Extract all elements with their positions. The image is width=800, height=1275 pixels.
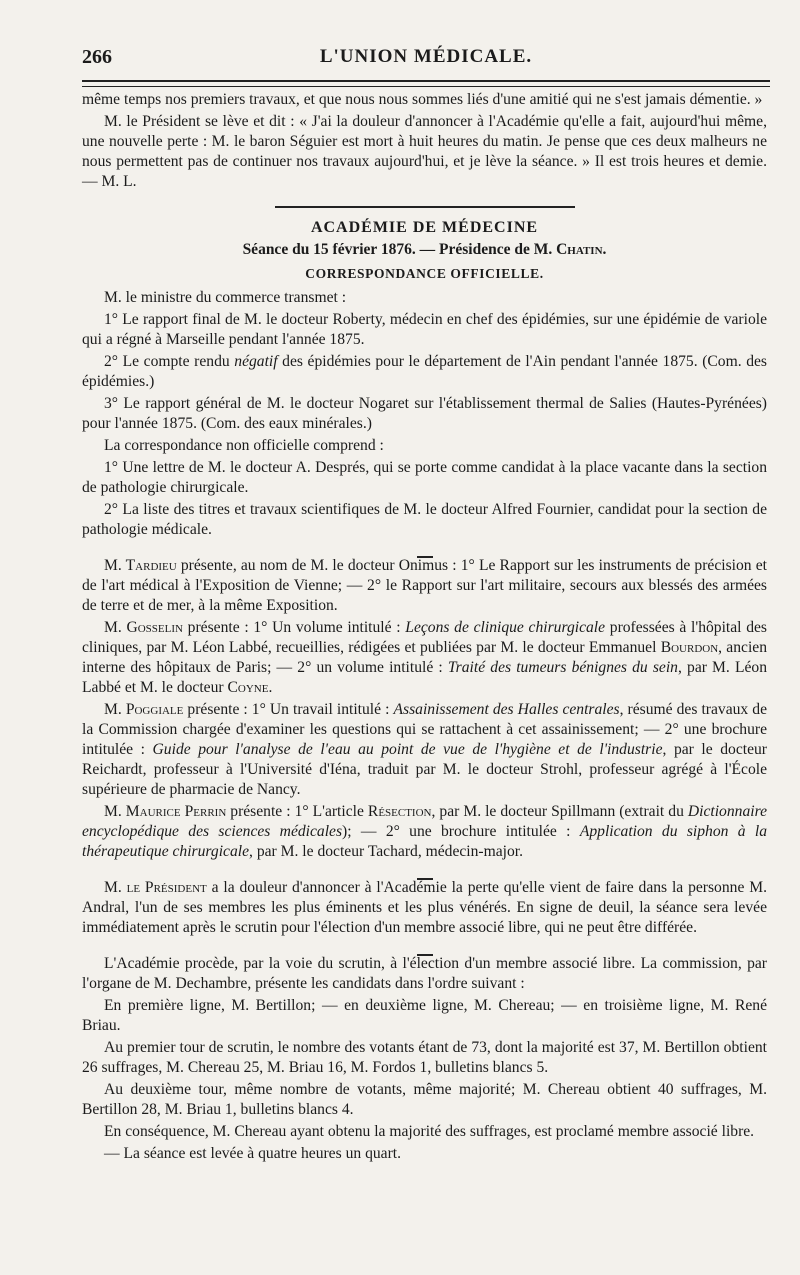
ornament-divider [82, 198, 767, 208]
poggiale-paragraph: M. Poggiale présente : 1° Un travail intitulé : Assainissement des Halles centrales, résumé des travaux de la Commission chargée d'examiner les questions qui se rattachent à cet assainissement; — 2° une brochure intitulée : Guide pour l'analyse de l'eau au point de vue de l'hygiène et de l'industrie, par le docteur Reichardt, professeur à l'Université d'Iéna, traduit par M. le docteur Strohl, professeur agrégé à l'École supérieure de pharmacie de Nancy. [82, 701, 768, 798]
separator-dash-2 [82, 866, 767, 874]
tardieu-paragraph: M. Tardieu présente, au nom de M. le docteur Onimus : 1° Le Rapport sur les instruments de précision et de l'art médical à l'Exposition de Vienne; — 2° le Rapport sur l'art militaire, secours aux blessés des armées de terre et de mer, à la même Exposition. [82, 557, 767, 614]
header-rule [82, 80, 770, 87]
section-title: ACADÉMIE DE MÉDECINE [310, 219, 539, 236]
president-paragraph: M. le Président a la douleur d'annoncer à l'Académie la perte qu'elle vient de faire dans la personne M. Andral, l'un de ses membres les plus éminents et les plus vénérés. En signe de deuil, la séance sera levée immédiatement après le scrutin pour l'élection d'un membre associé libre, qui ne peut être différée. [82, 879, 767, 936]
official-correspondence-title: CORRESPONDANCE OFFICIELLE. [305, 266, 544, 281]
unofficial-item-2: 2° La liste des titres et travaux scientifiques de M. le docteur Alfred Fournier, candidat pour la section de pathologie médicale. [82, 501, 767, 538]
unofficial-intro: La correspondance non officielle comprend : [104, 437, 384, 454]
election-paragraph-1: L'Académie procède, par la voie du scrutin, à l'élection d'un membre associé libre. La commission, par l'organe de M. Dechambre, présente les candidats dans l'ordre suivant : [82, 955, 767, 992]
seance-line: Séance du 15 février 1876. — Présidence de M. Chatin. [242, 241, 607, 258]
official-item-3: 3° Le rapport général de M. le docteur Nogaret sur l'établissement thermal de Salies (Hautes-Pyrénées) pour l'année 1875. (Com. des eaux minérales.) [82, 395, 767, 432]
separator-dash-3 [82, 942, 767, 950]
gosselin-paragraph: M. Gosselin présente : 1° Un volume intitulé : Leçons de clinique chirurgicale professées à l'hôpital des cliniques, par M. Léon Labbé, recueillies, rédigées et publiées par M. le docteur Emmanuel Bourdon, ancien interne des hôpitaux de Paris; — 2° un volume intitulé : Traité des tumeurs bénignes du sein, par M. Léon Labbé et M. le docteur Coyne. [82, 619, 768, 696]
separator-dash [82, 544, 767, 552]
running-title: L'UNION MÉDICALE. [319, 46, 533, 67]
page-number: 266 [82, 46, 112, 68]
unofficial-item-1: 1° Une lettre de M. le docteur A. Després, qui se porte comme candidat à la place vacante dans la section de pathologie chirurgicale. [82, 459, 767, 496]
election-paragraph-3: Au premier tour de scrutin, le nombre des votants étant de 73, dont la majorité est 37, M. Bertillon obtient 26 suffrages, M. Chereau 25, M. Briau 16, M. Fordos 1, bulletins blancs 5. [82, 1039, 767, 1076]
perrin-paragraph: M. Maurice Perrin présente : 1° L'article Résection, par M. le docteur Spillmann (extrait du Dictionnaire encyclopédique des sciences médicales); — 2° une brochure intitulée : Application du siphon à la thérapeutique chirurgicale, par M. le docteur Tachard, médecin-major. [82, 803, 767, 860]
intro-paragraph-1: même temps nos premiers travaux, et que nous nous sommes liés d'une amitié qui ne s'est jamais démentie. » [82, 91, 763, 108]
intro-paragraph-2: M. le Président se lève et dit : « J'ai la douleur d'annoncer à l'Académie qu'elle a fait, aujourd'hui même, une nouvelle perte : M. le baron Séguier est mort à huit heures du matin. Je pense que ces deux malheurs ne nous permettent pas de continuer nos travaux aujourd'hui, et je lève la séance. » Il est trois heures et demie. — M. L. [82, 113, 767, 190]
election-paragraph-2: En première ligne, M. Bertillon; — en deuxième ligne, M. Chereau; — en troisième ligne, M. René Briau. [82, 997, 767, 1034]
election-paragraph-6: — La séance est levée à quatre heures un quart. [104, 1145, 402, 1162]
election-paragraph-4: Au deuxième tour, même nombre de votants, même majorité; M. Chereau obtient 40 suffrages, M. Bertillon 28, M. Briau 1, bulletins blancs 4. [82, 1081, 767, 1118]
official-intro: M. le ministre du commerce transmet : [104, 289, 347, 306]
official-item-2: 2° Le compte rendu négatif des épidémies pour le département de l'Ain pendant l'année 1875. (Com. des épidémies.) [82, 353, 768, 390]
official-item-1: 1° Le rapport final de M. le docteur Roberty, médecin en chef des épidémies, sur une épidémie de variole qui a régné à Marseille pendant l'année 1875. [82, 311, 767, 348]
election-paragraph-5: En conséquence, M. Chereau ayant obtenu la majorité des suffrages, est proclamé membre associé libre. [104, 1123, 755, 1140]
page-header [82, 46, 770, 76]
article-body [82, 90, 767, 1166]
